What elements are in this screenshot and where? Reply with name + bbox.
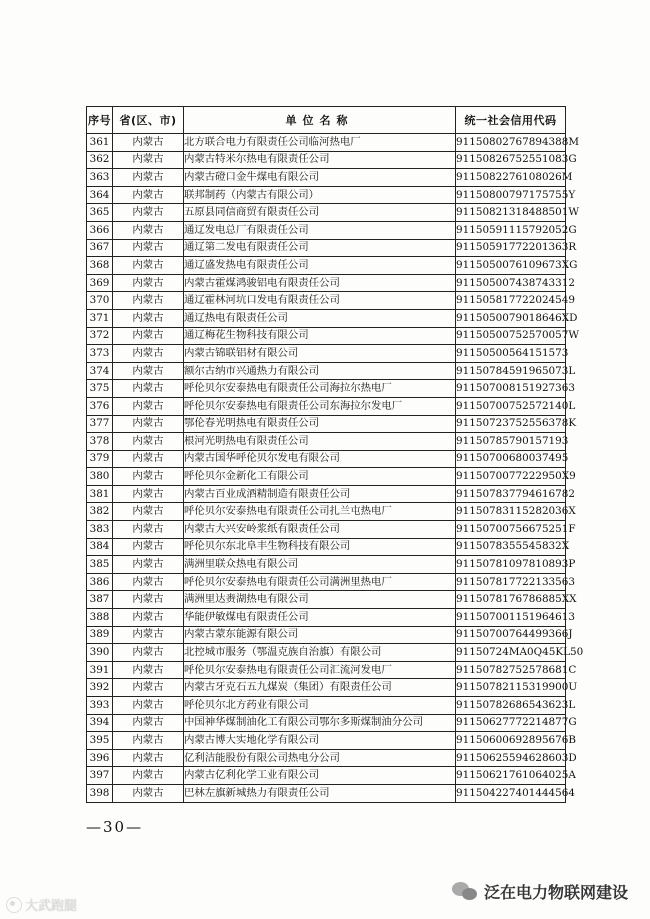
cell-unit-name: 呼伦贝尔金新化工有限公司 bbox=[184, 468, 456, 486]
table-body bbox=[87, 134, 584, 803]
cell-credit-code: 911507001151964613 bbox=[456, 609, 566, 627]
cell-province: 内蒙古 bbox=[113, 151, 184, 169]
cell-credit-code: 91150723752556378K bbox=[456, 415, 566, 433]
cell-province: 内蒙古 bbox=[113, 380, 184, 398]
table-row bbox=[87, 749, 566, 767]
cell-credit-code: 9115078176786885XX bbox=[456, 591, 566, 609]
cell-seq: 373 bbox=[87, 345, 113, 363]
cell-credit-code: 91150802767894388M bbox=[456, 134, 566, 152]
cell-unit-name: 内蒙古国华呼伦贝尔发电有限公司 bbox=[184, 450, 456, 468]
cell-province: 内蒙古 bbox=[113, 679, 184, 697]
cell-credit-code: 91150826752551083G bbox=[456, 151, 566, 169]
cell-province: 内蒙古 bbox=[113, 274, 184, 292]
cell-seq: 363 bbox=[87, 169, 113, 187]
cell-unit-name: 通辽梅花生物科技有限公司 bbox=[184, 327, 456, 345]
cell-province: 内蒙古 bbox=[113, 257, 184, 275]
table-row bbox=[87, 257, 566, 275]
table-row bbox=[87, 503, 566, 521]
header-seq: 序号 bbox=[87, 107, 113, 134]
cell-seq: 374 bbox=[87, 362, 113, 380]
table-row bbox=[87, 732, 566, 750]
cell-province: 内蒙古 bbox=[113, 714, 184, 732]
table-row bbox=[87, 274, 566, 292]
cell-credit-code: 91150600692895676B bbox=[456, 732, 566, 750]
cell-unit-name: 内蒙古牙克石五九煤炭（集团）有限责任公司 bbox=[184, 679, 456, 697]
table-row bbox=[87, 591, 566, 609]
cell-credit-code: 91150724MA0Q45KL50 bbox=[456, 644, 566, 662]
cell-province: 内蒙古 bbox=[113, 292, 184, 310]
cell-unit-name: 通辽发电总厂有限责任公司 bbox=[184, 221, 456, 239]
cell-province: 内蒙古 bbox=[113, 309, 184, 327]
cell-province: 内蒙古 bbox=[113, 784, 184, 802]
cell-unit-name: 五原县同信商贸有限责任公司 bbox=[184, 204, 456, 222]
cell-province: 内蒙古 bbox=[113, 433, 184, 451]
cell-credit-code: 91150700764499366J bbox=[456, 626, 566, 644]
cell-seq: 376 bbox=[87, 397, 113, 415]
cell-unit-name: 中国神华煤制油化工有限公司鄂尔多斯煤制油分公司 bbox=[184, 714, 456, 732]
cell-unit-name: 通辽热电有限责任公司 bbox=[184, 309, 456, 327]
cell-credit-code: 911505007438743312 bbox=[456, 274, 566, 292]
cell-seq: 390 bbox=[87, 644, 113, 662]
cell-unit-name: 北方联合电力有限责任公司临河热电厂 bbox=[184, 134, 456, 152]
table-row bbox=[87, 485, 566, 503]
cell-unit-name: 内蒙古磴口金牛煤电有限公司 bbox=[184, 169, 456, 187]
cell-province: 内蒙古 bbox=[113, 609, 184, 627]
cell-province: 内蒙古 bbox=[113, 204, 184, 222]
table-row bbox=[87, 134, 566, 152]
cell-province: 内蒙古 bbox=[113, 591, 184, 609]
cell-seq: 367 bbox=[87, 239, 113, 257]
cell-seq: 368 bbox=[87, 257, 113, 275]
cell-province: 内蒙古 bbox=[113, 767, 184, 785]
cell-province: 内蒙古 bbox=[113, 503, 184, 521]
cell-unit-name: 内蒙古博大实地化学有限公司 bbox=[184, 732, 456, 750]
wechat-icon bbox=[452, 882, 478, 902]
cell-credit-code: 91150627772214877G bbox=[456, 714, 566, 732]
table-row bbox=[87, 345, 566, 363]
table-row bbox=[87, 697, 566, 715]
cell-unit-name: 根河光明热电有限责任公司 bbox=[184, 433, 456, 451]
cell-province: 内蒙古 bbox=[113, 397, 184, 415]
cell-credit-code: 91150500564151573 bbox=[456, 345, 566, 363]
table-row bbox=[87, 169, 566, 187]
cell-seq: 372 bbox=[87, 327, 113, 345]
cell-credit-code: 91150785790157193 bbox=[456, 433, 566, 451]
cell-credit-code: 91150821318488501W bbox=[456, 204, 566, 222]
cell-credit-code: 91150700756675251F bbox=[456, 521, 566, 539]
cell-seq: 394 bbox=[87, 714, 113, 732]
cell-province: 内蒙古 bbox=[113, 573, 184, 591]
cell-province: 内蒙古 bbox=[113, 538, 184, 556]
cell-unit-name: 华能伊敏煤电有限责任公司 bbox=[184, 609, 456, 627]
cell-province: 内蒙古 bbox=[113, 485, 184, 503]
cell-seq: 397 bbox=[87, 767, 113, 785]
cell-province: 内蒙古 bbox=[113, 362, 184, 380]
cell-unit-name: 内蒙古锦联铝材有限公司 bbox=[184, 345, 456, 363]
cell-credit-code: 911504227401444564 bbox=[456, 784, 566, 802]
cell-seq: 370 bbox=[87, 292, 113, 310]
cell-unit-name: 鄂伦春光明热电有限责任公司 bbox=[184, 415, 456, 433]
table-row bbox=[87, 362, 566, 380]
cell-unit-name: 满洲里达赉湖热电有限公司 bbox=[184, 591, 456, 609]
cell-province: 内蒙古 bbox=[113, 327, 184, 345]
cell-seq: 382 bbox=[87, 503, 113, 521]
table-row bbox=[87, 644, 566, 662]
cell-seq: 377 bbox=[87, 415, 113, 433]
cell-province: 内蒙古 bbox=[113, 186, 184, 204]
cell-credit-code: 91150700752572140L bbox=[456, 397, 566, 415]
cell-seq: 398 bbox=[87, 784, 113, 802]
cell-credit-code: 91150591772201363R bbox=[456, 239, 566, 257]
cell-province: 内蒙古 bbox=[113, 415, 184, 433]
table-row bbox=[87, 450, 566, 468]
table-row bbox=[87, 221, 566, 239]
cell-province: 内蒙古 bbox=[113, 626, 184, 644]
cell-seq: 392 bbox=[87, 679, 113, 697]
cell-seq: 385 bbox=[87, 556, 113, 574]
cell-province: 内蒙古 bbox=[113, 749, 184, 767]
table-row bbox=[87, 609, 566, 627]
cell-seq: 371 bbox=[87, 309, 113, 327]
cell-province: 内蒙古 bbox=[113, 556, 184, 574]
cell-seq: 395 bbox=[87, 732, 113, 750]
table-row bbox=[87, 538, 566, 556]
cell-seq: 380 bbox=[87, 468, 113, 486]
table-row bbox=[87, 327, 566, 345]
cell-seq: 379 bbox=[87, 450, 113, 468]
table-row bbox=[87, 415, 566, 433]
cell-credit-code: 91150591115792052G bbox=[456, 221, 566, 239]
cell-seq: 386 bbox=[87, 573, 113, 591]
table-row bbox=[87, 151, 566, 169]
cell-unit-name: 巴林左旗新城热力有限责任公司 bbox=[184, 784, 456, 802]
cell-credit-code: 911507817722133563 bbox=[456, 573, 566, 591]
cell-unit-name: 亿利洁能股份有限公司热电分公司 bbox=[184, 749, 456, 767]
cell-seq: 383 bbox=[87, 521, 113, 539]
cell-province: 内蒙古 bbox=[113, 732, 184, 750]
cell-credit-code: 91150782752578681C bbox=[456, 661, 566, 679]
table-row bbox=[87, 397, 566, 415]
cell-credit-code: 911505817722024549 bbox=[456, 292, 566, 310]
cell-credit-code: 91150800797175755Y bbox=[456, 186, 566, 204]
cell-unit-name: 呼伦贝尔北方药业有限公司 bbox=[184, 697, 456, 715]
cell-seq: 393 bbox=[87, 697, 113, 715]
cell-province: 内蒙古 bbox=[113, 345, 184, 363]
cell-seq: 361 bbox=[87, 134, 113, 152]
cell-province: 内蒙古 bbox=[113, 169, 184, 187]
cell-unit-name: 内蒙古亿利化学工业有限公司 bbox=[184, 767, 456, 785]
cell-seq: 396 bbox=[87, 749, 113, 767]
cell-seq: 365 bbox=[87, 204, 113, 222]
cell-credit-code: 91150625594628603D bbox=[456, 749, 566, 767]
cell-seq: 366 bbox=[87, 221, 113, 239]
cell-credit-code: 9115070077222950X9 bbox=[456, 468, 566, 486]
table-row bbox=[87, 380, 566, 398]
cell-credit-code: 91150621761064025A bbox=[456, 767, 566, 785]
cell-unit-name: 满洲里联众热电有限公司 bbox=[184, 556, 456, 574]
cell-seq: 384 bbox=[87, 538, 113, 556]
cell-unit-name: 内蒙古百业成酒精制造有限责任公司 bbox=[184, 485, 456, 503]
cell-seq: 381 bbox=[87, 485, 113, 503]
table-row bbox=[87, 468, 566, 486]
cell-credit-code: 91150700680037495 bbox=[456, 450, 566, 468]
cell-credit-code: 9115078355545832X bbox=[456, 538, 566, 556]
table-row bbox=[87, 661, 566, 679]
cell-province: 内蒙古 bbox=[113, 450, 184, 468]
table-row bbox=[87, 679, 566, 697]
cell-unit-name: 通辽第二发电有限责任公司 bbox=[184, 239, 456, 257]
watermark-right bbox=[452, 880, 628, 903]
cell-province: 内蒙古 bbox=[113, 661, 184, 679]
cell-credit-code: 91150781097810893P bbox=[456, 556, 566, 574]
cell-province: 内蒙古 bbox=[113, 134, 184, 152]
cell-unit-name: 内蒙古霍煤鸿骏铝电有限责任公司 bbox=[184, 274, 456, 292]
cell-unit-name: 呼伦贝尔安泰热电有限责任公司海拉尔热电厂 bbox=[184, 380, 456, 398]
header-credit-code: 统一社会信用代码 bbox=[456, 107, 566, 134]
cell-unit-name: 通辽盛发热电有限责任公司 bbox=[184, 257, 456, 275]
cell-seq: 387 bbox=[87, 591, 113, 609]
cell-credit-code: 91150782115319900U bbox=[456, 679, 566, 697]
table-row bbox=[87, 521, 566, 539]
cell-unit-name: 呼伦贝尔东北阜丰生物科技有限公司 bbox=[184, 538, 456, 556]
cell-unit-name: 内蒙古蒙东能源有限公司 bbox=[184, 626, 456, 644]
cell-province: 内蒙古 bbox=[113, 239, 184, 257]
cell-unit-name: 呼伦贝尔安泰热电有限责任公司满洲里热电厂 bbox=[184, 573, 456, 591]
cell-province: 内蒙古 bbox=[113, 521, 184, 539]
cell-seq: 391 bbox=[87, 661, 113, 679]
table-row bbox=[87, 767, 566, 785]
cell-unit-name: 通辽霍林河坑口发电有限责任公司 bbox=[184, 292, 456, 310]
header-province: 省(区、市) bbox=[113, 107, 184, 134]
watermark-left-text: 大武跑腿 bbox=[25, 899, 78, 914]
cell-province: 内蒙古 bbox=[113, 697, 184, 715]
cell-unit-name: 呼伦贝尔安泰热电有限责任公司东海拉尔发电厂 bbox=[184, 397, 456, 415]
header-unit-name: 单位名称 bbox=[184, 107, 456, 134]
cell-credit-code: 91150784591965073L bbox=[456, 362, 566, 380]
table-row bbox=[87, 433, 566, 451]
cell-seq: 389 bbox=[87, 626, 113, 644]
cell-credit-code: 9115082276108026M bbox=[456, 169, 566, 187]
cell-seq: 369 bbox=[87, 274, 113, 292]
table-row bbox=[87, 186, 566, 204]
table-row bbox=[87, 573, 566, 591]
table-row bbox=[87, 556, 566, 574]
cell-seq: 378 bbox=[87, 433, 113, 451]
page-number: —30— bbox=[86, 818, 144, 836]
cell-province: 内蒙古 bbox=[113, 468, 184, 486]
cell-unit-name: 额尔古纳市兴通热力有限公司 bbox=[184, 362, 456, 380]
cell-seq: 375 bbox=[87, 380, 113, 398]
table-row bbox=[87, 309, 566, 327]
cell-unit-name: 呼伦贝尔安泰热电有限责任公司汇流河发电厂 bbox=[184, 661, 456, 679]
cell-seq: 388 bbox=[87, 609, 113, 627]
cell-unit-name: 呼伦贝尔安泰热电有限责任公司扎兰屯热电厂 bbox=[184, 503, 456, 521]
watermark-left bbox=[6, 895, 77, 914]
table-row bbox=[87, 626, 566, 644]
watermark-right-text: 泛在电力物联网建设 bbox=[484, 883, 629, 902]
cell-unit-name: 北控城市服务（鄂温克族自治旗）有限公司 bbox=[184, 644, 456, 662]
cell-credit-code: 9115050076109673XG bbox=[456, 257, 566, 275]
table-header bbox=[87, 107, 566, 134]
cell-province: 内蒙古 bbox=[113, 221, 184, 239]
watermark-logo-icon bbox=[6, 897, 22, 913]
table-row bbox=[87, 714, 566, 732]
cell-unit-name: 内蒙古特米尔热电有限责任公司 bbox=[184, 151, 456, 169]
cell-province: 内蒙古 bbox=[113, 644, 184, 662]
cell-seq: 364 bbox=[87, 186, 113, 204]
cell-credit-code: 9115050079018646XD bbox=[456, 309, 566, 327]
table-row bbox=[87, 239, 566, 257]
cell-credit-code: 911507008151927363 bbox=[456, 380, 566, 398]
cell-credit-code: 91150500752570057W bbox=[456, 327, 566, 345]
table-row bbox=[87, 784, 566, 802]
enterprise-register-table bbox=[86, 106, 584, 803]
cell-credit-code: 91150782686543623L bbox=[456, 697, 566, 715]
cell-credit-code: 91150783115282036X bbox=[456, 503, 566, 521]
cell-credit-code: 911507837794616782 bbox=[456, 485, 566, 503]
table-row bbox=[87, 204, 566, 222]
cell-seq: 362 bbox=[87, 151, 113, 169]
cell-unit-name: 联邦制药（内蒙古有限公司） bbox=[184, 186, 456, 204]
table-row bbox=[87, 292, 566, 310]
cell-unit-name: 内蒙古大兴安岭浆纸有限责任公司 bbox=[184, 521, 456, 539]
